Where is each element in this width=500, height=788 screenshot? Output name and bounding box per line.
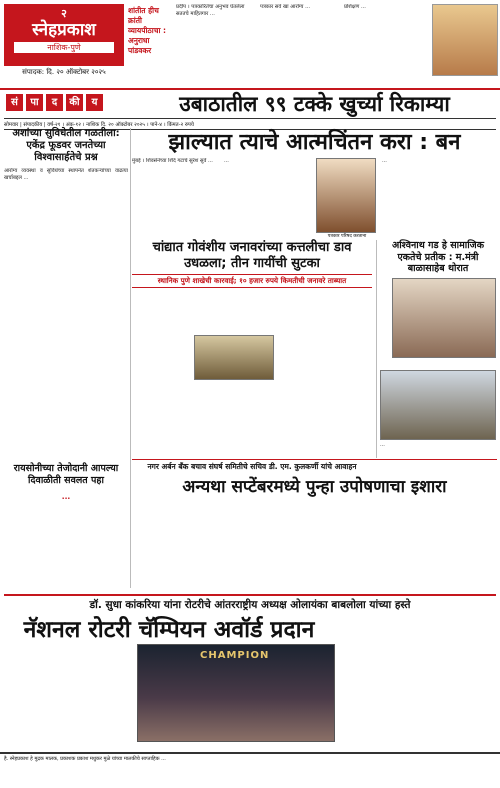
cow-story-subhead: स्थानिक पुणे शाखेची कारवाई; १० हजार रुपये किमतीची जनावरे ताब्यात (132, 274, 372, 288)
bank-story-kicker: नगर अर्बन बँक बचाव संघर्ष समितीचे सचिव डी. एम. कुलकर्णी यांचे आवाहन (147, 462, 357, 471)
issue-number: २ (61, 7, 67, 20)
masthead-column-3: प्रशिक्षण ... (344, 4, 366, 10)
right-story-photo (392, 278, 496, 358)
cow-story-body-2 (194, 288, 274, 332)
rotary-story-headline: नॅशनल रोटरी चॅम्पियन अवॉर्ड प्रदान (23, 617, 315, 643)
left-story-2-headline: रायसोनीच्या तेजोदानी आपल्या दिवाळीती सवलत पहा (13, 463, 119, 486)
bank-story-body-3 (378, 498, 496, 590)
bank-story-body-1 (132, 498, 250, 590)
column-rule (130, 128, 131, 588)
cow-story-body-1 (132, 288, 190, 456)
footer-imprint: है. स्नेहप्रकाश हे मुद्रक मालक, प्रकाशक प्रकाश मधुकर मुळे यांच्या मालकीचे साप्ताहिक ... (0, 752, 500, 788)
sampadkiya-letter: द (46, 94, 63, 111)
cow-story-body-3 (194, 384, 274, 456)
left-story-headline: अशांच्या सुविधेतील गळतीला: एकेंद्र फूडवर जनतेच्या विश्वासार्हतेचे प्रश्न (12, 128, 120, 163)
main-story-body-c: ... (382, 158, 387, 164)
registration-line: सोमवार | संपादकीय | वर्ष-२१ । अंक-१२ । नाशिक दि. २० ऑक्टोबर २०२५ । पाने-४ । किंमत-२ रुपये (4, 118, 496, 130)
left-story-2-subhead: ... (61, 492, 71, 501)
cow-photo (194, 335, 274, 380)
rotary-story-kicker: डॉ. सुधा कांकरिया यांना रोटरीचे आंतरराष्ट्रीय अध्यक्ष ओलायंका बाबलोला यांच्या हस्ते (4, 594, 496, 612)
sampadkiya-letter: सं (6, 94, 23, 111)
newspaper-logo (4, 4, 124, 66)
rotary-story-body-1 (4, 644, 132, 748)
date-line: संपादक: दि. २० ऑक्टोबर २०२५ (22, 68, 106, 76)
masthead (0, 0, 500, 86)
newspaper-title: स्नेहप्रकाश (32, 20, 96, 40)
slogan: शांतीत हीच क्रांती व्यायपीठाचा : अनुराधा पांडवकर (128, 6, 167, 55)
sampadkiya-letter: य (86, 94, 103, 111)
cow-story-body-4 (278, 288, 372, 456)
left-story-2-body (4, 506, 128, 590)
top-headline: उबाठातील ९९ टक्के खुर्च्या रिकाम्या (179, 92, 450, 116)
column-rule (376, 240, 377, 458)
main-story-body-b: ... (224, 158, 229, 164)
newspaper-city: नाशिक-पुणे (14, 42, 114, 53)
photo-caption: पत्रकार परिषद करताना (327, 234, 367, 239)
sampadkiya-letter: पा (26, 94, 43, 111)
masthead-column-1: प्रदीप । पत्रकारितेचा अनुभव घेतलेला सततचे माहितगार ... (176, 4, 245, 17)
person-photo (316, 158, 376, 233)
main-story-body-a: मुंबई । शिवसेनेच्या शिंदे गटाचे सुरेश सुर्वे ... (132, 158, 213, 164)
left-story-body: आरोग्य व्यवस्था व सुविधेच्या स्थापनेत शेतकऱ्यांच्या वाढत्या खर्चाबद्दल ... (4, 168, 128, 181)
masthead-photo (432, 4, 498, 76)
sampadkiya-letter: की (66, 94, 83, 111)
main-headline: झाल्यात त्याचे आत्मचिंतन करा : बन (168, 130, 461, 155)
right-story-headline: अश्विनाथ गड हे सामाजिक एकतेचे प्रतीक : म.मंत्री बाळासाहेब थोरात (391, 240, 485, 274)
rotary-photo-text: CHAMPION (200, 650, 270, 661)
masthead-column-2: पत्रकार सर्व खा आरोग्य ... (260, 4, 311, 10)
bank-story-body-2 (254, 498, 372, 590)
right-story-photo-2 (380, 370, 496, 440)
divider-rule (132, 459, 497, 460)
right-story-body: ... (380, 442, 385, 448)
cow-story-headline: चांद्यात गोवंशीय जनावरांच्या कत्तलीचा डाव उधळला; तीन गायींची सुटका (152, 240, 352, 271)
sampadkiya-banner (6, 94, 103, 111)
bank-story-headline: अन्यथा सप्टेंबरमध्ये पुन्हा उपोषणाचा इशारा (182, 477, 447, 497)
rotary-story-body-2 (338, 612, 496, 748)
